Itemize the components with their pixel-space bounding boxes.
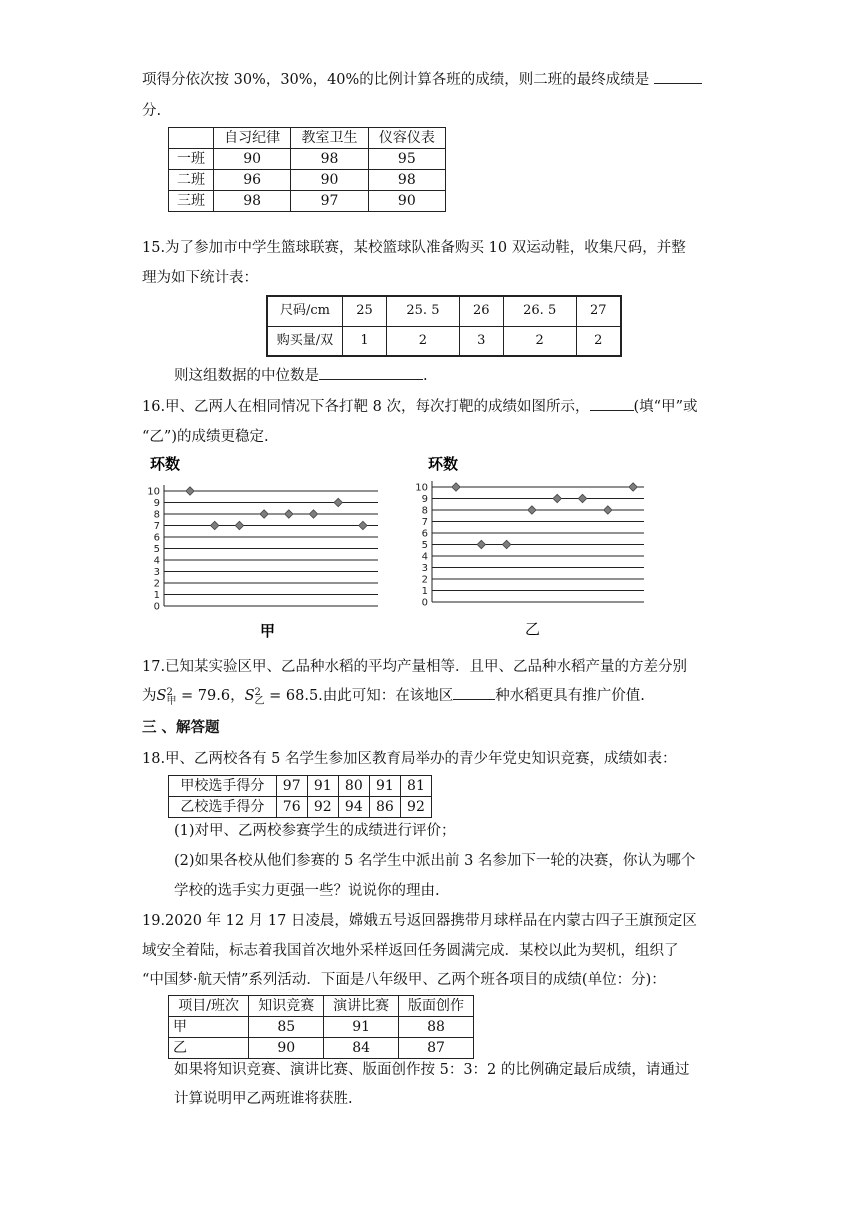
- data-point: [235, 521, 243, 529]
- table-row: [267, 326, 621, 356]
- y-tick-label: 8: [153, 509, 160, 521]
- q15-table: [266, 295, 622, 357]
- superscript: 2: [254, 687, 261, 698]
- table-row: [169, 797, 432, 818]
- table-header: 知识竞赛: [249, 996, 324, 1017]
- table-cell: 84: [324, 1038, 399, 1059]
- table-cell: 90: [291, 170, 368, 191]
- variance-symbol: S: [244, 688, 255, 704]
- chart-ylabel: 环数: [150, 455, 181, 473]
- data-point: [477, 540, 485, 548]
- table-header: 甲校选手得分: [169, 776, 277, 797]
- table-cell: 98: [291, 149, 368, 170]
- subscript: 甲: [166, 696, 177, 707]
- q15-answer-text: 则这组数据的中位数是: [174, 368, 319, 384]
- table-cell: 76: [276, 797, 307, 818]
- table-header: 购买量/双: [267, 326, 343, 356]
- table-cell: 90: [249, 1038, 324, 1059]
- table-row: [169, 1017, 474, 1038]
- data-point: [186, 487, 194, 495]
- chart-jia: [140, 452, 385, 642]
- q14-answer-blank[interactable]: [654, 69, 702, 84]
- q19-line2: 域安全着陆，标志着我国首次地外采样返回任务圆满完成．某校以此为契机，组织了: [142, 943, 679, 959]
- data-point: [452, 483, 460, 491]
- y-tick-label: 2: [421, 574, 428, 586]
- y-tick-label: 2: [153, 578, 160, 590]
- table-header: 尺码/cm: [267, 296, 343, 326]
- y-tick-label: 7: [421, 517, 428, 528]
- table-cell: 1: [343, 326, 387, 356]
- table-cell: 87: [399, 1038, 474, 1059]
- data-point: [211, 521, 219, 529]
- q17-line2: [142, 684, 645, 706]
- q14-table: [168, 127, 446, 212]
- data-point: [359, 521, 367, 529]
- table-cell: 25: [343, 296, 387, 326]
- q19-line3: “中国梦·航天情”系列活动．下面是八年级甲、乙两个班各项目的成绩(单位：分)：: [142, 972, 666, 988]
- data-point: [334, 498, 342, 506]
- table-cell: 95: [368, 149, 445, 170]
- q16-line1-end: (填“甲”或: [633, 399, 698, 415]
- q15-line2: 理为如下统计表：: [142, 270, 258, 286]
- table-cell: 81: [400, 776, 431, 797]
- subscript: 乙: [254, 696, 265, 707]
- table-cell: 27: [576, 296, 621, 326]
- y-tick-label: 9: [153, 498, 160, 509]
- table-cell: 97: [276, 776, 307, 797]
- table-cell: 98: [368, 170, 445, 191]
- data-point: [502, 540, 510, 548]
- y-tick-label: 4: [421, 551, 428, 563]
- y-tick-label: 6: [421, 528, 428, 540]
- q15-answer-end: .: [423, 368, 428, 384]
- table-header: 自习纪律: [214, 128, 291, 149]
- table-cell: 80: [338, 776, 369, 797]
- y-tick-label: 1: [153, 590, 160, 601]
- table-cell: 88: [399, 1017, 474, 1038]
- q19-line4: 如果将知识竞赛、演讲比赛、版面创作按 5：3：2 的比例确定最后成绩，请通过: [174, 1062, 690, 1078]
- section-heading: 三 、解答题: [142, 719, 220, 736]
- q18-part1: (1)对甲、乙两校参赛学生的成绩进行评价；: [174, 823, 456, 839]
- q18-line1: 18.甲、乙两校各有 5 名学生参加区教育局举办的青少年党史知识竞赛，成绩如表：: [142, 751, 677, 767]
- table-cell: 90: [368, 191, 445, 212]
- q18-table: [168, 775, 432, 818]
- table-header: 仪容仪表: [368, 128, 445, 149]
- q16-line1: [142, 395, 698, 416]
- table-cell: 92: [400, 797, 431, 818]
- table-row: [169, 996, 474, 1017]
- table-cell: 2: [387, 326, 460, 356]
- table-cell: 90: [214, 149, 291, 170]
- chart-xlabel: 乙: [525, 620, 541, 638]
- y-tick-label: 7: [153, 521, 160, 532]
- superscript: 2: [166, 687, 173, 698]
- variance-symbol: S: [156, 688, 167, 704]
- y-tick-label: 8: [421, 505, 428, 517]
- table-cell: 3: [459, 326, 503, 356]
- table-cell: 94: [338, 797, 369, 818]
- table-row: [169, 191, 446, 212]
- table-header: 教室卫生: [291, 128, 368, 149]
- q16-line2: “乙”)的成绩更稳定.: [142, 429, 269, 445]
- data-point: [309, 510, 317, 518]
- q17-text-end: 种水稻更具有推广价值.: [495, 688, 645, 704]
- table-row: [169, 776, 432, 797]
- table-cell: 92: [307, 797, 338, 818]
- y-tick-label: 0: [153, 601, 160, 613]
- table-cell: 25. 5: [387, 296, 460, 326]
- data-point: [260, 510, 268, 518]
- q15-answer-line: [174, 364, 428, 385]
- q19-table: [168, 995, 474, 1059]
- table-cell: 91: [324, 1017, 399, 1038]
- table-row: [169, 170, 446, 191]
- y-tick-label: 4: [153, 555, 160, 567]
- q14-line2: 分.: [142, 103, 162, 119]
- chart-xlabel: 甲: [260, 622, 276, 640]
- y-tick-label: 3: [421, 563, 428, 574]
- table-cell: 甲: [169, 1017, 249, 1038]
- table-row: [169, 128, 446, 149]
- table-cell: 乙: [169, 1038, 249, 1059]
- q17-answer-blank[interactable]: [453, 685, 495, 700]
- data-point: [553, 494, 561, 502]
- table-cell: 三班: [169, 191, 214, 212]
- q18-part2b: 学校的选手实力更强一些？说说你的理由.: [174, 883, 440, 899]
- table-cell: 98: [214, 191, 291, 212]
- table-cell: 2: [576, 326, 621, 356]
- table-cell: 86: [369, 797, 400, 818]
- chart-ylabel: 环数: [428, 455, 459, 473]
- q19-line5: 计算说明甲乙两班谁将获胜.: [174, 1091, 353, 1107]
- y-tick-label: 5: [421, 540, 428, 551]
- y-tick-label: 6: [153, 532, 160, 544]
- q16-answer-blank[interactable]: [590, 396, 634, 411]
- table-cell: 91: [307, 776, 338, 797]
- variance-value: = 68.5.由此可知：在该地区: [264, 688, 454, 704]
- data-point: [629, 483, 637, 491]
- y-tick-label: 10: [415, 482, 428, 494]
- y-tick-label: 10: [147, 486, 160, 498]
- data-point: [528, 506, 536, 514]
- q14-line1-text: 项得分依次按 30%，30%，40%的比例计算各班的成绩，则二班的最终成绩是: [142, 72, 650, 88]
- table-header: 演讲比赛: [324, 996, 399, 1017]
- table-cell: 26: [459, 296, 503, 326]
- q17-text: 为: [142, 688, 157, 704]
- q16-line1-text: 16.甲、乙两人在相同情况下各打靶 8 次，每次打靶的成绩如图所示，: [142, 399, 590, 415]
- q15-answer-blank[interactable]: [319, 365, 423, 380]
- data-point: [578, 494, 586, 502]
- q17-line1: 17.已知某实验区甲、乙品种水稻的平均产量相等．且甲、乙品种水稻产量的方差分别: [142, 659, 688, 675]
- y-tick-label: 3: [153, 567, 160, 578]
- table-cell: [169, 128, 214, 149]
- table-cell: 一班: [169, 149, 214, 170]
- data-point: [604, 506, 612, 514]
- y-tick-label: 0: [421, 597, 428, 609]
- table-cell: 二班: [169, 170, 214, 191]
- table-cell: 91: [369, 776, 400, 797]
- y-tick-label: 9: [421, 494, 428, 505]
- y-tick-label: 5: [153, 544, 160, 555]
- chart-yi: [408, 450, 653, 640]
- q19-line1: 19.2020 年 12 月 17 日凌晨，嫦娥五号返回器携带月球样品在内蒙古四子王旗预定区: [142, 913, 697, 929]
- q14-line1: [142, 68, 702, 89]
- table-cell: 2: [503, 326, 576, 356]
- table-row: [169, 149, 446, 170]
- table-header: 项目/班次: [169, 996, 249, 1017]
- y-tick-label: 1: [421, 586, 428, 597]
- data-point: [285, 510, 293, 518]
- table-cell: 26. 5: [503, 296, 576, 326]
- table-cell: 96: [214, 170, 291, 191]
- q15-line1: 15.为了参加市中学生篮球联赛，某校篮球队准备购买 10 双运动鞋，收集尺码，并整: [142, 240, 686, 256]
- table-row: [169, 1038, 474, 1059]
- table-cell: 97: [291, 191, 368, 212]
- q18-part2a: (2)如果各校从他们参赛的 5 名学生中派出前 3 名参加下一轮的决赛，你认为哪个: [174, 853, 696, 869]
- table-row: [267, 296, 621, 326]
- variance-value: = 79.6，: [176, 688, 245, 704]
- table-cell: 85: [249, 1017, 324, 1038]
- table-header: 版面创作: [399, 996, 474, 1017]
- table-header: 乙校选手得分: [169, 797, 277, 818]
